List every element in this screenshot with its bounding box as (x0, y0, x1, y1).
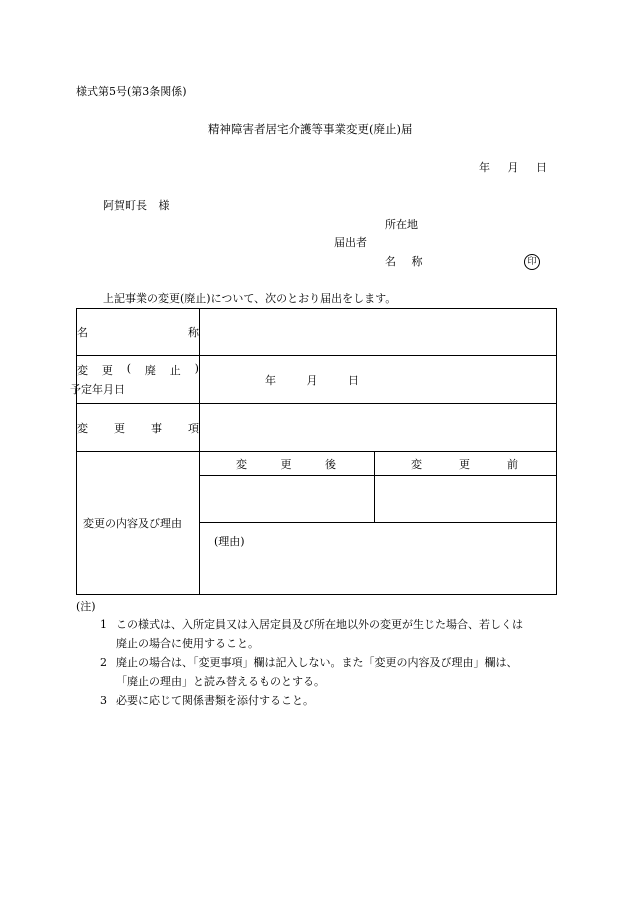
address-label: 所在地 (385, 218, 418, 231)
note-2-num: 2 (100, 656, 107, 669)
after-label-char: 後 (325, 457, 336, 471)
name-value-cell[interactable] (200, 309, 557, 356)
change-items-char: 項 (188, 421, 199, 435)
change-items-char: 事 (151, 421, 162, 435)
details-label: 変更の内容及び理由 (83, 517, 182, 530)
intro-text: 上記事業の変更(廃止)について、次のとおり届出をします。 (103, 292, 397, 305)
after-label-cell (200, 452, 375, 476)
planned-date-char: 変 (77, 364, 88, 377)
planned-date-char: 廃 (144, 364, 156, 377)
before-label-char: 変 (411, 457, 422, 471)
planned-date-char: 止 (169, 364, 181, 377)
submitter-label: 届出者 (334, 236, 367, 249)
name-label-cell (77, 309, 200, 356)
after-value-cell[interactable] (200, 476, 375, 523)
note-2-line2: 「廃止の理由」と読み替えるものとする。 (116, 675, 325, 688)
note-1-num: 1 (100, 618, 107, 631)
note-3-line1: 必要に応じて関係書類を添付すること。 (116, 694, 314, 707)
form-table (70, 308, 557, 595)
change-items-label-cell (77, 404, 200, 452)
note-1-line1: この様式は、入所定員又は入居定員及び所在地以外の変更が生じた場合、若しくは (116, 618, 523, 631)
planned-year: 年 (265, 373, 276, 387)
name-label: 名 称 (385, 255, 423, 268)
note-2-line1: 廃止の場合は、「変更事項」欄は記入しない。また「変更の内容及び理由」欄は、 (116, 656, 518, 669)
before-value-cell[interactable] (375, 476, 557, 523)
change-items-char: 更 (114, 421, 125, 435)
planned-date-char: 更 (101, 364, 113, 377)
addressee: 阿賀町長 様 (103, 199, 170, 212)
date-day: 日 (536, 161, 547, 174)
before-label-cell (375, 452, 557, 476)
notes-heading: (注) (76, 600, 96, 613)
details-label-cell (77, 452, 200, 595)
reason-cell[interactable] (200, 523, 557, 595)
form-number: 様式第5号(第3条関係) (76, 85, 187, 98)
row-details-header (77, 452, 557, 476)
change-items-value-cell[interactable] (200, 404, 557, 452)
seal-mark: 印 (524, 254, 540, 270)
planned-day: 日 (348, 373, 359, 387)
date-month: 月 (507, 161, 519, 174)
row-change-items (77, 404, 557, 452)
planned-month: 月 (306, 373, 318, 387)
after-label-char: 変 (236, 457, 247, 471)
after-label-char: 更 (280, 457, 292, 471)
date-year: 年 (479, 161, 490, 174)
planned-date-value-cell[interactable] (200, 356, 557, 404)
planned-date-char: ) (194, 362, 199, 375)
row-name (77, 309, 557, 356)
note-1-line2: 廃止の場合に使用すること。 (116, 637, 259, 650)
form-title: 精神障害者居宅介護等事業変更(廃止)届 (208, 122, 413, 136)
reason-label: (理由) (214, 535, 245, 548)
before-label-char: 前 (507, 457, 518, 471)
before-label-char: 更 (459, 457, 470, 471)
planned-date-label-line2: 予定年月日 (70, 383, 125, 396)
name-label-char: 名 (77, 326, 88, 339)
planned-date-label-cell (70, 356, 200, 404)
date-line (479, 162, 547, 173)
name-label-char: 称 (188, 326, 199, 339)
planned-date-char: ( (126, 362, 132, 375)
change-items-char: 変 (77, 421, 88, 435)
row-planned-date (77, 356, 557, 404)
note-3-num: 3 (100, 694, 107, 707)
